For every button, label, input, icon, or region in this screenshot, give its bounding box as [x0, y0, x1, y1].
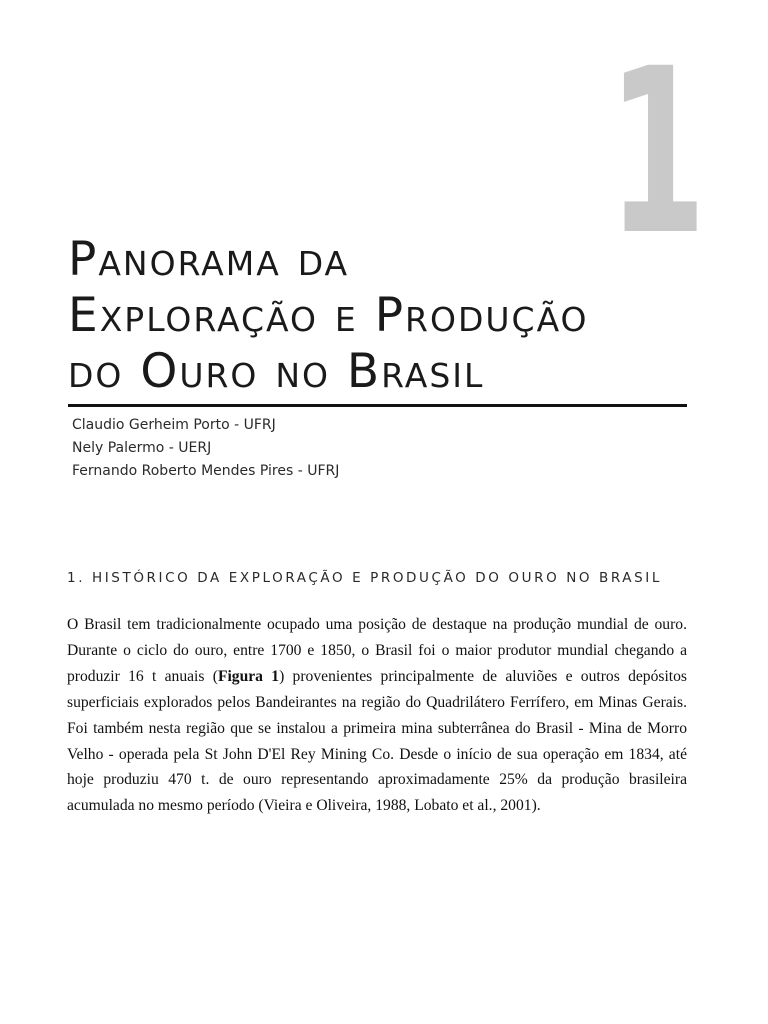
author-3: Fernando Roberto Mendes Pires - UFRJ — [72, 463, 340, 479]
title-divider — [68, 404, 687, 407]
author-1: Claudio Gerheim Porto - UFRJ — [72, 417, 276, 433]
body-text-part-1: O Brasil tem tradicionalmente ocupado uma posição de destaque na produção mundial de ouro. Durante o ciclo do ouro, entre 1700 e 1850, o Brasil foi o maior produtor mundial chegando a produzir 16 t anuais ( — [67, 616, 687, 685]
chapter-number-text: 1 — [608, 19, 707, 285]
title-line-2: Exploração e Produção — [68, 288, 589, 343]
chapter-title — [68, 232, 688, 400]
title-line-3: do Ouro no Brasil — [68, 344, 485, 399]
chapter-number — [608, 19, 707, 285]
figure-reference: Figura 1 — [217, 667, 280, 685]
author-2: Nely Palermo - UERJ — [72, 440, 212, 456]
body-paragraph — [67, 612, 687, 819]
body-text-part-2: ) provenientes principalmente de aluviões e outros depósitos superficiais explorados pelos Bandeirantes na região do Quadrilátero Ferrífero, em Minas Gerais. Foi também nesta região que se instalou a primeira mina subterrânea do Brasil - Mina de Morro Velho - operada pela St John D'El Rey Mining Co. Desde o início de sua operação em 1834, até hoje produziu 470 t. de ouro representando aproximadamente 25% da produção brasileira acumulada no mesmo período (Vieira e Oliveira, 1988, Lobato et al., 2001). — [67, 667, 687, 815]
title-line-1: Panorama da — [68, 232, 350, 287]
author-list — [72, 414, 339, 483]
section-heading: 1. HISTÓRICO DA EXPLORAÇÃO E PRODUÇÃO DO OURO NO BRASIL — [67, 570, 663, 586]
